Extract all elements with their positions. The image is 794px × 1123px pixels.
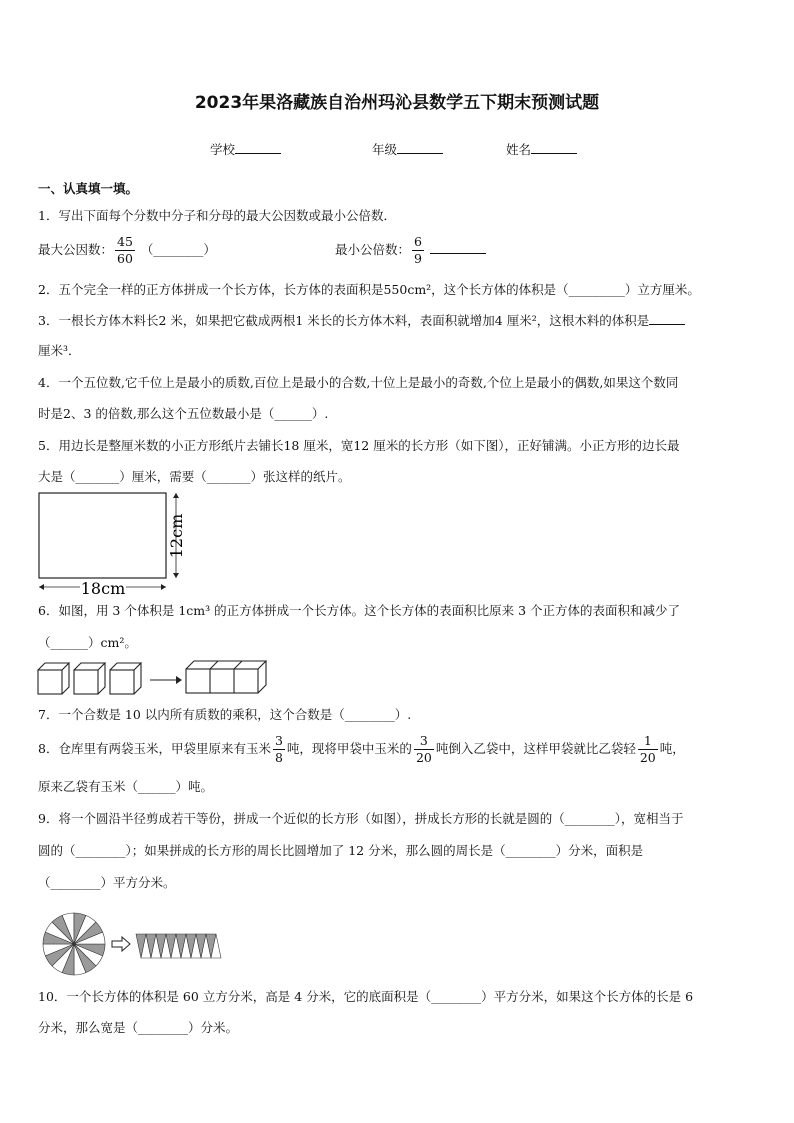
section-heading: 一、认真填一填。	[38, 181, 139, 196]
question-6-line-2: （______）cm²。	[38, 635, 137, 650]
question-5-line-2: 大是（_______）厘米，需要（_______）张这样的纸片。	[38, 469, 351, 484]
hollow-arrow	[112, 937, 130, 951]
fraction-3-20: $\frac{3}{20}$	[415, 733, 432, 765]
fraction-45-60: $\frac{45}{60}$	[117, 234, 133, 266]
divided-circle	[43, 913, 105, 975]
question-1-gcd: 最大公因数： $\frac{45}{60}$ （________）	[38, 234, 216, 266]
width-label: 18cm	[80, 579, 126, 598]
rectangle-shape	[39, 493, 166, 578]
question-8-line-1: 8．仓库里有两袋玉米，甲袋里原来有玉米 $\frac{3}{8}$ 吨，现将甲袋中玉米的 $\frac{3}{20}$ 吨倒入乙袋中，这样甲袋就比乙袋轻 $\frac{1}{20}$ 吨，	[38, 733, 685, 765]
question-3-blank[interactable]	[649, 312, 685, 325]
question-8-line-2: 原来乙袋有玉米（______）吨。	[38, 779, 214, 794]
circle-to-rectangle-figure	[40, 908, 230, 978]
question-2: 2．五个完全一样的正方体拼成一个长方体，长方体的表面积是550cm²，这个长方体的体积是（_________）立方厘米。	[38, 282, 700, 297]
page-title: 2023年果洛藏族自治州玛沁县数学五下期末预测试题	[194, 93, 600, 113]
approximate-rectangle	[136, 934, 221, 958]
question-9-line-2: 圆的（________）；如果拼成的长方形的周长比圆增加了 12 分米，那么圆的周长是（________）分米，面积是	[38, 843, 644, 858]
height-arrowhead-bottom	[173, 573, 179, 578]
question-5-line-1: 5．用边长是整厘米数的小正方形纸片去铺长18 厘米，宽12 厘米的长方形（如下图），正好铺满。小正方形的边长最	[38, 438, 680, 453]
lcm-answer-blank[interactable]	[430, 241, 486, 254]
question-9-line-1: 9．将一个圆沿半径剪成若干等份，拼成一个近似的长方形（如图），拼成长方形的长就是圆的（________），宽相当于	[38, 811, 684, 826]
cube-2	[74, 663, 105, 694]
question-10-line-2: 分米，那么宽是（________）分米。	[38, 1020, 239, 1035]
fraction-3-8: $\frac{3}{8}$	[274, 733, 283, 765]
height-label: 12cm	[167, 513, 186, 559]
cube-3	[110, 663, 141, 694]
question-1-text: 1．写出下面每个分数中分子和分母的最大公因数或最小公倍数．	[38, 208, 396, 223]
question-10-line-1: 10．一个长方体的体积是 60 立方分米，高是 4 分米，它的底面积是（________）平方分米，如果这个长方体的长是 6	[38, 989, 694, 1004]
question-3-line-2: 厘米³．	[38, 343, 81, 358]
width-arrowhead-left	[39, 584, 44, 590]
question-6-line-1: 6．如图，用 3 个体积是 1cm³ 的正方体拼成一个长方体。这个长方体的表面积比原来 3 个正方体的表面积和减少了	[38, 603, 681, 618]
cubes-figure	[36, 658, 276, 698]
question-4-line-1: 4．一个五位数,它千位上是最小的质数,百位上是最小的合数,十位上是最小的奇数,个位上是最小的偶数,如果这个数同	[38, 375, 679, 390]
question-9-line-3: （________）平方分米。	[38, 875, 176, 890]
rectangle-figure	[36, 490, 196, 602]
cube-1	[38, 663, 69, 694]
arrow-head	[176, 676, 182, 684]
fraction-1-20: $\frac{1}{20}$	[639, 733, 656, 765]
question-1-lcm: 最小公倍数： $\frac{6}{9}$	[335, 234, 486, 267]
gcd-answer-blank[interactable]: （________）	[140, 242, 216, 257]
question-7: 7．一个合数是 10 以内所有质数的乘积，这个合数是（________）.	[38, 707, 412, 722]
grade-field[interactable]: 年级	[372, 140, 443, 158]
height-arrowhead-top	[173, 493, 179, 498]
cuboid	[186, 661, 266, 693]
name-field[interactable]: 姓名	[506, 140, 577, 158]
fraction-6-9: $\frac{6}{9}$	[414, 234, 422, 266]
question-4-line-2: 时是2、3 的倍数,那么这个五位数最小是（______）.	[38, 406, 329, 421]
width-arrowhead-right	[161, 584, 166, 590]
question-3-line-1: 3．一根长方体木料长2 米，如果把它截成两根1 米长的长方体木料，表面积就增加4 厘米²，这根木料的体积是	[38, 312, 685, 330]
school-field[interactable]: 学校	[210, 140, 281, 158]
